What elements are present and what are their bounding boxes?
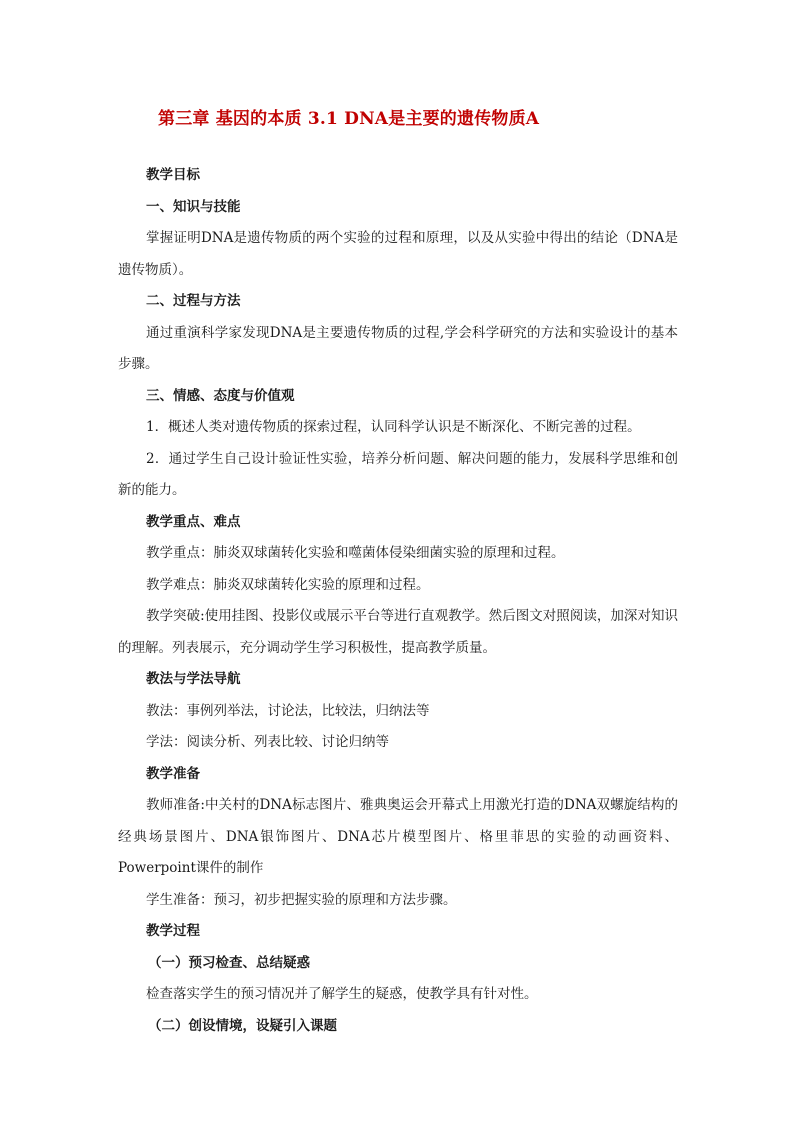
section-heading-preparation: 教学准备: [146, 765, 200, 782]
paragraph-attitude-2: 2．通过学生自己设计验证性实验，培养分析问题、解决问题的能力，发展科学思维和创新的能力。: [118, 450, 678, 498]
section-heading-key-difficult-points: 教学重点、难点: [146, 513, 241, 530]
subsection-heading-preview-check: （一）预习检查、总结疑惑: [148, 954, 310, 971]
section-heading-teaching-goals: 教学目标: [146, 167, 200, 183]
subsection-heading-create-scenario: （二）创设情境，设疑引入课题: [148, 1017, 337, 1034]
paragraph-breakthrough: 教学突破:使用挂图、投影仪或展示平台等进行直观教学。然后图文对照阅读，加深对知识的理解。列表展示，充分调动学生学习积极性，提高教学质量。: [118, 608, 678, 656]
paragraph-preview-check: 检查落实学生的预习情况并了解学生的疑惑，使教学具有针对性。: [146, 986, 538, 1002]
document-title: 第三章 基因的本质 3.1 DNA是主要的遗传物质A: [158, 109, 540, 129]
section-heading-knowledge-skills: 一、知识与技能: [146, 198, 241, 215]
section-heading-methods-guide: 教法与学法导航: [146, 671, 241, 687]
paragraph-key-point: 教学重点：肺炎双球菌转化实验和噬菌体侵染细菌实验的原理和过程。: [146, 545, 565, 561]
paragraph-attitude-1: 1．概述人类对遗传物质的探索过程，认同科学认识是不断深化、不断完善的过程。: [146, 419, 641, 435]
paragraph-learning-method: 学法：阅读分析、列表比较、讨论归纳等: [146, 734, 389, 750]
paragraph-difficult-point: 教学难点：肺炎双球菌转化实验的原理和过程。: [146, 576, 430, 593]
paragraph-teacher-preparation: 教师准备:中关村的DNA标志图片、雅典奥运会开幕式上用激光打造的DNA双螺旋结构的经典场景图片、DNA银饰图片、DNA芯片模型图片、格里菲思的实验的动画资料、Powerpoint课件的制作: [118, 797, 678, 876]
paragraph-process-method: 通过重演科学家发现DNA是主要遗传物质的过程,学会科学研究的方法和实验设计的基本步骤。: [118, 324, 678, 372]
document-body: [118, 160, 678, 1042]
section-heading-teaching-process: 教学过程: [146, 923, 200, 939]
section-heading-process-method: 二、过程与方法: [146, 293, 241, 309]
paragraph-knowledge-skills: 掌握证明DNA是遗传物质的两个实验的过程和原理，以及从实验中得出的结论（DNA是遗传物质）。: [118, 230, 678, 278]
section-heading-attitude-values: 三、情感、态度与价值观: [146, 387, 295, 404]
paragraph-student-preparation: 学生准备：预习，初步把握实验的原理和方法步骤。: [146, 891, 457, 908]
paragraph-teaching-method: 教法：事例列举法，讨论法，比较法，归纳法等: [146, 702, 430, 719]
